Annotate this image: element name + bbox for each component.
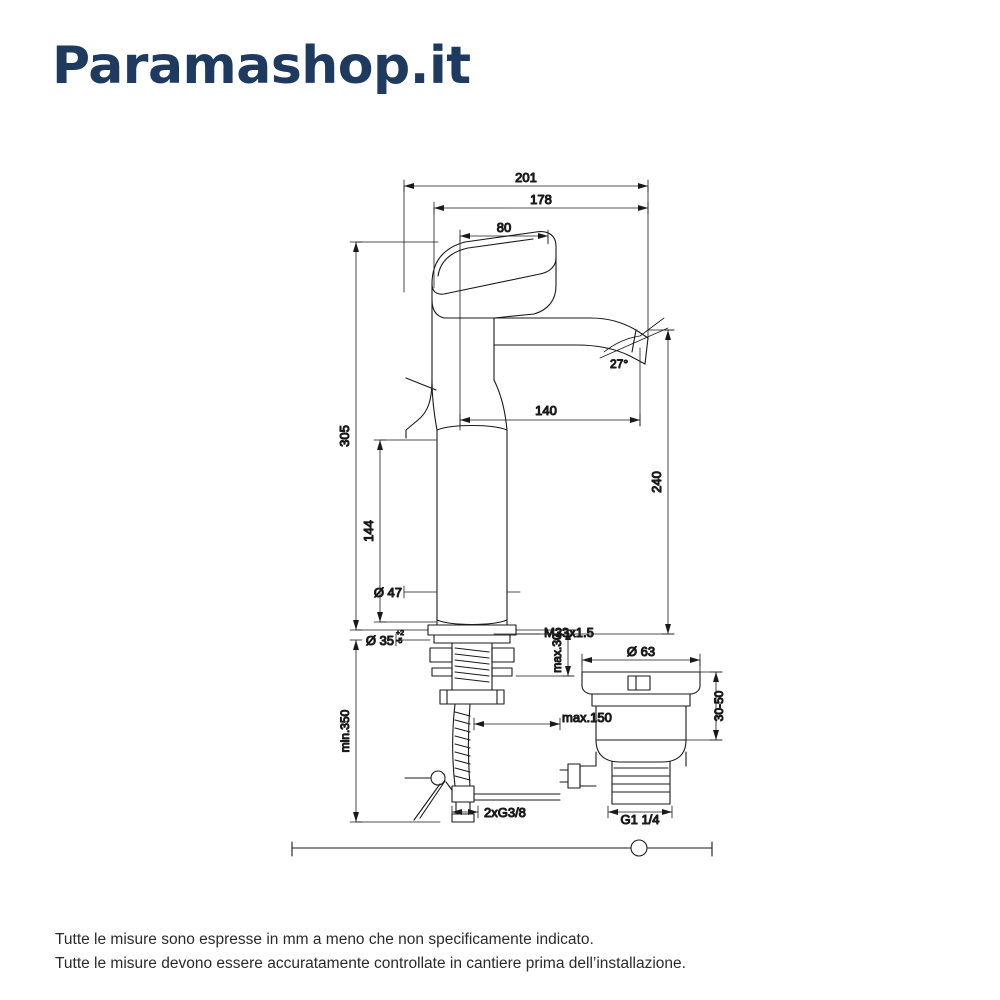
dim-spout-height: 240 [649,471,664,493]
dim-total-width: 201 [515,170,537,185]
dim-base-diameter-tolerance-upper: +2 [396,630,404,637]
dim-waste-height: 30-50 [712,690,726,722]
dim-max-hose: max.150 [562,710,612,725]
dim-total-height: 305 [337,425,352,447]
dim-body-height: 144 [361,520,376,542]
note-line-2: Tutte le misure devono essere accuratamente controllate in cantiere prima dell’installazione. [55,955,686,973]
dim-connections: 2xG3/8 [484,805,526,820]
dim-body-diameter: Ø 47 [373,585,402,600]
brand-logo: Paramashop.it [52,36,471,96]
dim-spout-width: 178 [530,192,552,207]
dim-spout-reach: 140 [535,403,557,418]
dim-min-depth: min.350 [338,709,352,753]
dim-waste-thread: G1 1/4 [620,812,660,827]
dim-base-diameter: Ø 35 [365,633,394,648]
dim-thread: M33x1.5 [544,625,594,640]
note-line-1: Tutte le misure sono espresse in mm a meno che non specificamente indicato. [55,931,594,948]
dim-max-thickness: max.30 [550,633,564,673]
dim-spout-angle: 27° [610,357,629,371]
dim-base-diameter-tolerance-lower: -5 [396,638,403,645]
dim-lever-offset: 80 [496,220,512,235]
measurement-notes [55,928,875,976]
dim-waste-diameter: Ø 63 [626,644,656,659]
